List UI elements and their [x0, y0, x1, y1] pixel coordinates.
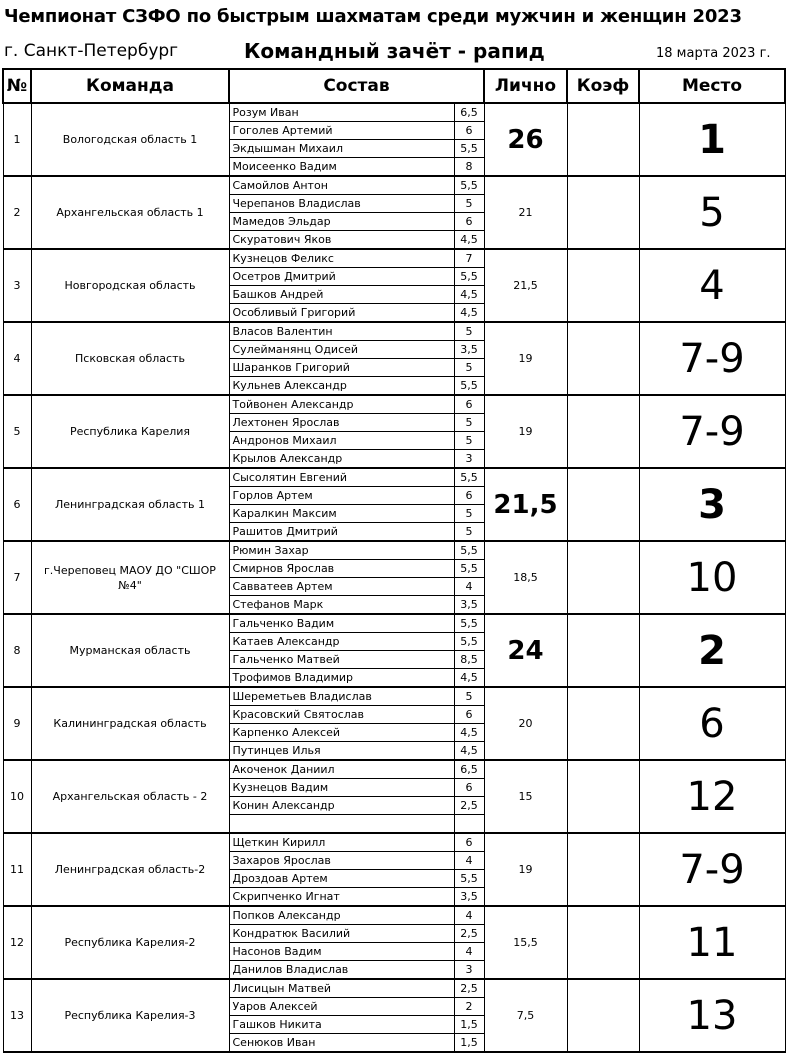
player-points: 5,5: [454, 614, 484, 633]
table-row: [3, 103, 785, 122]
table-row: [3, 322, 785, 341]
team-place: 4: [639, 249, 785, 322]
player-name: Сысолятин Евгений: [229, 468, 454, 487]
player-name: Экдышман Михаил: [229, 140, 454, 158]
player-name: Акоченок Даниил: [229, 760, 454, 779]
col-coef: Коэф: [567, 69, 639, 103]
team-total: 21,5: [484, 468, 567, 541]
team-name: Архангельская область - 2: [31, 760, 229, 833]
player-points: 6: [454, 779, 484, 797]
player-points: 4: [454, 852, 484, 870]
table-row: [3, 249, 785, 268]
player-points: 5: [454, 195, 484, 213]
team-total: 19: [484, 833, 567, 906]
team-place: 5: [639, 176, 785, 249]
city-label: г. Санкт-Петербург: [4, 41, 179, 61]
team-place: 7-9: [639, 833, 785, 906]
player-name: Шереметьев Владислав: [229, 687, 454, 706]
team-name: Калининградская область: [31, 687, 229, 760]
team-coef: [567, 322, 639, 395]
player-points: 5: [454, 505, 484, 523]
col-place: Место: [639, 69, 785, 103]
team-number: 13: [3, 979, 31, 1052]
team-number: 4: [3, 322, 31, 395]
team-coef: [567, 833, 639, 906]
team-place: 10: [639, 541, 785, 614]
player-points: 5: [454, 414, 484, 432]
player-name: Гоголев Артемий: [229, 122, 454, 140]
player-name: Мамедов Эльдар: [229, 213, 454, 231]
team-number: 6: [3, 468, 31, 541]
team-total: 18,5: [484, 541, 567, 614]
team-coef: [567, 541, 639, 614]
player-name: Попков Александр: [229, 906, 454, 925]
team-number: 9: [3, 687, 31, 760]
player-points: 8: [454, 158, 484, 177]
player-points: 3: [454, 450, 484, 469]
player-name: Рюмин Захар: [229, 541, 454, 560]
player-name: Самойлов Антон: [229, 176, 454, 195]
team-number: 5: [3, 395, 31, 468]
player-name: Каралкин Максим: [229, 505, 454, 523]
player-points: 4: [454, 943, 484, 961]
player-name: Власов Валентин: [229, 322, 454, 341]
team-coef: [567, 906, 639, 979]
player-points: 4,5: [454, 742, 484, 761]
team-place: 11: [639, 906, 785, 979]
player-points: 2: [454, 998, 484, 1016]
player-name: Черепанов Владислав: [229, 195, 454, 213]
player-name: Скрипченко Игнат: [229, 888, 454, 907]
team-place: 6: [639, 687, 785, 760]
player-points: 4,5: [454, 669, 484, 688]
player-points: 5,5: [454, 377, 484, 396]
player-points: 5,5: [454, 870, 484, 888]
player-name: Кузнецов Феликс: [229, 249, 454, 268]
team-name: Псковская область: [31, 322, 229, 395]
player-points: 6,5: [454, 103, 484, 122]
player-points: 7: [454, 249, 484, 268]
player-name: Красовский Святослав: [229, 706, 454, 724]
table-row: [3, 687, 785, 706]
col-team: Команда: [31, 69, 229, 103]
player-points: 6: [454, 213, 484, 231]
player-name: Кондратюк Василий: [229, 925, 454, 943]
team-number: 1: [3, 103, 31, 176]
team-name: Мурманская область: [31, 614, 229, 687]
player-name: Смирнов Ярослав: [229, 560, 454, 578]
col-roster: Состав: [229, 69, 484, 103]
team-name: Республика Карелия-3: [31, 979, 229, 1052]
player-points: 3,5: [454, 341, 484, 359]
team-name: Новгородская область: [31, 249, 229, 322]
team-place: 2: [639, 614, 785, 687]
player-name: Кузнецов Вадим: [229, 779, 454, 797]
table-row: [3, 541, 785, 560]
player-points: 1,5: [454, 1034, 484, 1053]
player-name: Конин Александр: [229, 797, 454, 815]
team-name: Ленинградская область-2: [31, 833, 229, 906]
team-total: 26: [484, 103, 567, 176]
player-name: Скуратович Яков: [229, 231, 454, 250]
table-row: [3, 468, 785, 487]
player-points: 6: [454, 487, 484, 505]
player-points: 4,5: [454, 304, 484, 323]
team-total: 7,5: [484, 979, 567, 1052]
player-points: 1,5: [454, 1016, 484, 1034]
player-name: Савватеев Артем: [229, 578, 454, 596]
player-name: Трофимов Владимир: [229, 669, 454, 688]
player-name: Гальченко Вадим: [229, 614, 454, 633]
team-name: Республика Карелия-2: [31, 906, 229, 979]
document-title: Чемпионат СЗФО по быстрым шахматам среди мужчин и женщин 2023: [4, 6, 742, 27]
player-name: Лисицын Матвей: [229, 979, 454, 998]
team-number: 3: [3, 249, 31, 322]
player-points: 6: [454, 833, 484, 852]
player-points: 5,5: [454, 633, 484, 651]
player-name: Дроздоав Артем: [229, 870, 454, 888]
player-points: 5: [454, 322, 484, 341]
team-total: 15: [484, 760, 567, 833]
team-total: 19: [484, 322, 567, 395]
player-points: 2,5: [454, 925, 484, 943]
player-points: 6,5: [454, 760, 484, 779]
team-total: 21,5: [484, 249, 567, 322]
table-row: [3, 833, 785, 852]
team-place: 7-9: [639, 395, 785, 468]
team-coef: [567, 687, 639, 760]
player-points: 5: [454, 523, 484, 542]
player-points: 5: [454, 359, 484, 377]
team-coef: [567, 979, 639, 1052]
table-row: [3, 614, 785, 633]
table-row: [3, 395, 785, 414]
player-points: 5,5: [454, 468, 484, 487]
team-name: Республика Карелия: [31, 395, 229, 468]
player-points: 4,5: [454, 286, 484, 304]
player-name: Карпенко Алексей: [229, 724, 454, 742]
player-points: 6: [454, 395, 484, 414]
document-subtitle: Командный зачёт - рапид: [244, 39, 545, 63]
player-name: Сулейманянц Одисей: [229, 341, 454, 359]
player-points: 3,5: [454, 888, 484, 907]
col-num: №: [3, 69, 31, 103]
player-points: 3: [454, 961, 484, 980]
player-points: 5,5: [454, 560, 484, 578]
player-points: 8,5: [454, 651, 484, 669]
team-place: 12: [639, 760, 785, 833]
player-points: 5: [454, 432, 484, 450]
results-body: [3, 103, 785, 1052]
player-points: 2,5: [454, 797, 484, 815]
player-points: 3,5: [454, 596, 484, 615]
player-name: Щеткин Кирилл: [229, 833, 454, 852]
player-name: Рашитов Дмитрий: [229, 523, 454, 542]
team-coef: [567, 614, 639, 687]
player-name: Путинцев Илья: [229, 742, 454, 761]
team-coef: [567, 176, 639, 249]
player-points: 4: [454, 906, 484, 925]
team-name: Ленинградская область 1: [31, 468, 229, 541]
player-points: 2,5: [454, 979, 484, 998]
player-points: 5,5: [454, 541, 484, 560]
team-coef: [567, 103, 639, 176]
player-points: [454, 815, 484, 834]
player-name: Розум Иван: [229, 103, 454, 122]
team-place: 3: [639, 468, 785, 541]
team-coef: [567, 468, 639, 541]
player-name: Лехтонен Ярослав: [229, 414, 454, 432]
team-total: 20: [484, 687, 567, 760]
player-name: Гальченко Матвей: [229, 651, 454, 669]
table-row: [3, 760, 785, 779]
player-name: Сенюков Иван: [229, 1034, 454, 1053]
team-place: 7-9: [639, 322, 785, 395]
team-number: 7: [3, 541, 31, 614]
player-name: Захаров Ярослав: [229, 852, 454, 870]
player-points: 5,5: [454, 140, 484, 158]
date-label: 18 марта 2023 г.: [656, 46, 771, 61]
results-table: [2, 68, 786, 1053]
player-name: Гашков Никита: [229, 1016, 454, 1034]
player-name: Насонов Вадим: [229, 943, 454, 961]
team-number: 2: [3, 176, 31, 249]
team-coef: [567, 760, 639, 833]
player-name: Андронов Михаил: [229, 432, 454, 450]
player-name: Крылов Александр: [229, 450, 454, 469]
team-place: 1: [639, 103, 785, 176]
team-place: 13: [639, 979, 785, 1052]
team-total: 19: [484, 395, 567, 468]
player-name: Моисеенко Вадим: [229, 158, 454, 177]
player-name: Осетров Дмитрий: [229, 268, 454, 286]
table-row: [3, 176, 785, 195]
team-name: Вологодская область 1: [31, 103, 229, 176]
team-name: Архангельская область 1: [31, 176, 229, 249]
player-points: 6: [454, 122, 484, 140]
player-points: 4: [454, 578, 484, 596]
team-total: 21: [484, 176, 567, 249]
player-name: Уаров Алексей: [229, 998, 454, 1016]
player-name: Тойвонен Александр: [229, 395, 454, 414]
player-points: 6: [454, 706, 484, 724]
team-number: 8: [3, 614, 31, 687]
team-coef: [567, 249, 639, 322]
table-row: [3, 979, 785, 998]
team-coef: [567, 395, 639, 468]
player-name: Катаев Александр: [229, 633, 454, 651]
player-name: Кульнев Александр: [229, 377, 454, 396]
table-row: [3, 906, 785, 925]
player-name: Данилов Владислав: [229, 961, 454, 980]
col-personal: Лично: [484, 69, 567, 103]
team-name: г.Череповец МАОУ ДО "СШОР №4": [31, 541, 229, 614]
player-name: Особливый Григорий: [229, 304, 454, 323]
team-total: 24: [484, 614, 567, 687]
player-points: 4,5: [454, 724, 484, 742]
player-name: Горлов Артем: [229, 487, 454, 505]
player-points: 5,5: [454, 268, 484, 286]
player-points: 5: [454, 687, 484, 706]
team-number: 11: [3, 833, 31, 906]
team-number: 12: [3, 906, 31, 979]
player-points: 5,5: [454, 176, 484, 195]
team-total: 15,5: [484, 906, 567, 979]
player-name: Башков Андрей: [229, 286, 454, 304]
player-name: [229, 815, 454, 834]
team-number: 10: [3, 760, 31, 833]
player-name: Стефанов Марк: [229, 596, 454, 615]
player-name: Шаранков Григорий: [229, 359, 454, 377]
header-row: [3, 69, 785, 103]
player-points: 4,5: [454, 231, 484, 250]
